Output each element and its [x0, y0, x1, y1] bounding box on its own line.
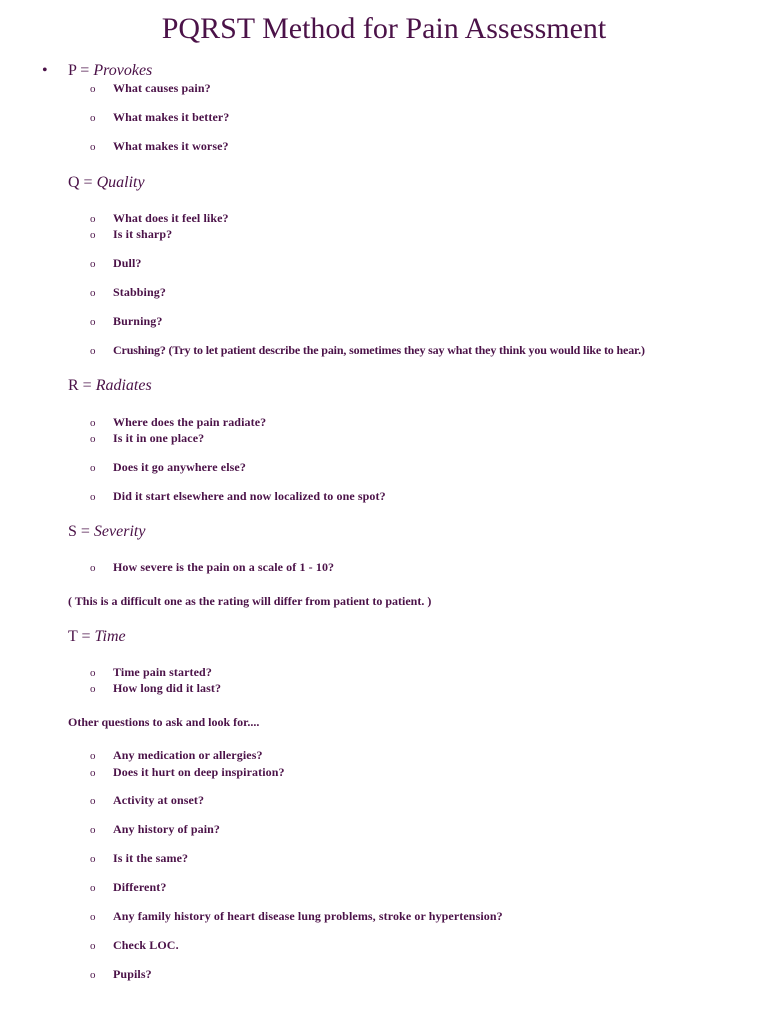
- section-term: Severity: [93, 523, 146, 540]
- section-letter: R =: [68, 377, 96, 394]
- list-item: o How long did it last?: [90, 681, 222, 695]
- circle-bullet-icon: o: [90, 795, 96, 807]
- list-item: o Does it hurt on deep inspiration?: [90, 765, 285, 779]
- circle-bullet-icon: o: [90, 750, 96, 762]
- list-item: o What does it feel like?: [90, 211, 229, 225]
- list-item: o Is it the same?: [90, 851, 189, 865]
- circle-bullet-icon: o: [90, 433, 96, 445]
- section-letter: P =: [68, 62, 94, 79]
- list-item: o Where does the pain radiate?: [90, 415, 267, 429]
- severity-note: ( This is a difficult one as the rating will differ from patient to patient. ): [68, 594, 432, 608]
- section-p-heading: [68, 61, 152, 81]
- circle-bullet-icon: o: [90, 258, 96, 270]
- list-item: o Is it sharp?: [90, 227, 173, 241]
- list-item: o Dull?: [90, 256, 142, 270]
- circle-bullet-icon: o: [90, 287, 96, 299]
- circle-bullet-icon: o: [90, 141, 96, 153]
- circle-bullet-icon: o: [90, 853, 96, 865]
- circle-bullet-icon: o: [90, 83, 96, 95]
- circle-bullet-icon: o: [90, 213, 96, 225]
- list-item: o Is it in one place?: [90, 431, 205, 445]
- circle-bullet-icon: o: [90, 491, 96, 503]
- circle-bullet-icon: o: [90, 882, 96, 894]
- list-item: o Burning?: [90, 314, 163, 328]
- section-t-heading: [68, 627, 126, 647]
- list-item: o Check LOC.: [90, 938, 179, 952]
- circle-bullet-icon: o: [90, 229, 96, 241]
- list-item: o Any history of pain?: [90, 822, 221, 836]
- section-term: Quality: [96, 174, 145, 191]
- list-item: o What makes it worse?: [90, 139, 229, 153]
- section-letter: T =: [68, 628, 95, 645]
- circle-bullet-icon: o: [90, 345, 96, 357]
- circle-bullet-icon: o: [90, 316, 96, 328]
- circle-bullet-icon: o: [90, 112, 96, 124]
- list-item: o Stabbing?: [90, 285, 166, 299]
- document-title: PQRST Method for Pain Assessment: [161, 12, 607, 45]
- circle-bullet-icon: o: [90, 969, 96, 981]
- section-letter: Q =: [68, 174, 97, 191]
- list-item: o Time pain started?: [90, 665, 212, 679]
- list-item: o What causes pain?: [90, 81, 211, 95]
- other-questions-heading: Other questions to ask and look for....: [68, 715, 260, 729]
- section-term: Provokes: [93, 62, 153, 79]
- list-item: o Different?: [90, 880, 167, 894]
- list-item: o What makes it better?: [90, 110, 230, 124]
- list-item: o Pupils?: [90, 967, 152, 981]
- section-s-heading: [68, 522, 145, 542]
- list-item: o Does it go anywhere else?: [90, 460, 246, 474]
- list-item: o Any medication or allergies?: [90, 748, 263, 762]
- section-letter: S =: [68, 523, 94, 540]
- list-item: o How severe is the pain on a scale of 1 - 10?: [90, 560, 335, 574]
- circle-bullet-icon: o: [90, 824, 96, 836]
- circle-bullet-icon: o: [90, 767, 96, 779]
- section-q-heading: [68, 173, 145, 193]
- bullet-icon: •: [42, 62, 48, 79]
- section-r-heading: [68, 376, 152, 396]
- circle-bullet-icon: o: [90, 911, 96, 923]
- list-item: o Activity at onset?: [90, 793, 205, 807]
- circle-bullet-icon: o: [90, 417, 96, 429]
- list-item: o Any family history of heart disease lung problems, stroke or hypertension?: [90, 909, 503, 923]
- section-term: Time: [94, 628, 126, 645]
- circle-bullet-icon: o: [90, 562, 96, 574]
- circle-bullet-icon: o: [90, 683, 96, 695]
- section-term: Radiates: [95, 377, 152, 394]
- circle-bullet-icon: o: [90, 462, 96, 474]
- circle-bullet-icon: o: [90, 667, 96, 679]
- circle-bullet-icon: o: [90, 940, 96, 952]
- list-item: o Crushing? (Try to let patient describe the pain, sometimes they say what they think you would like to hear.): [90, 343, 645, 357]
- list-item: o Did it start elsewhere and now localized to one spot?: [90, 489, 386, 503]
